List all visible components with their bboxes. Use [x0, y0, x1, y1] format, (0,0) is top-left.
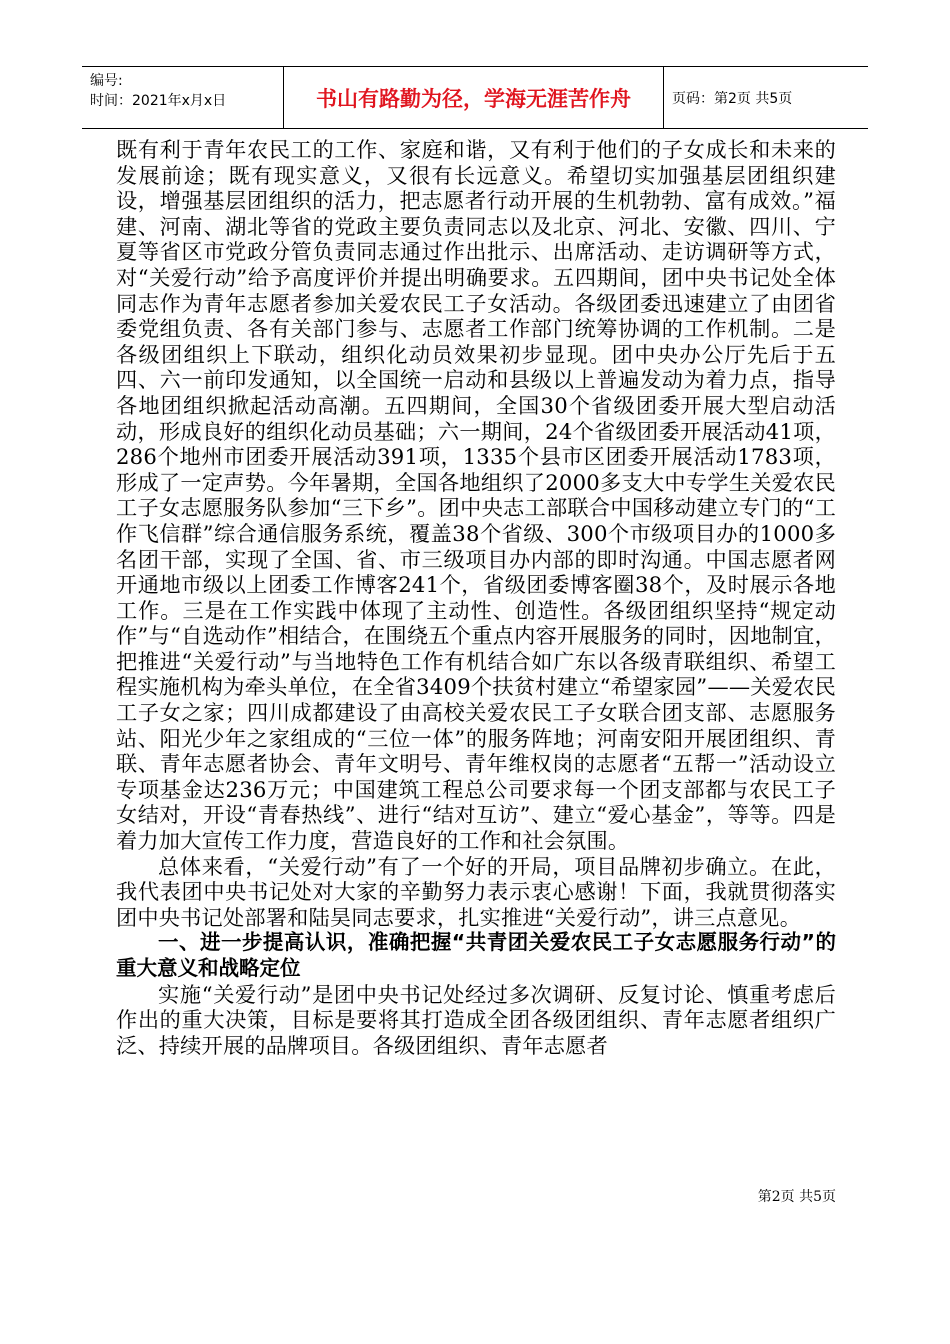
paragraph-2: 总体来看，“关爱行动”有了一个好的开局，项目品牌初步确立。在此，我代表团中央书记处对大家的辛勤努力表示衷心感谢！下面，我就贯彻落实团中央书记处部署和陆昊同志要求，扎实推进“关爱行动”，讲三点意见。 — [116, 853, 836, 930]
paragraph-1: 既有利于青年农民工的工作、家庭和谐，又有利于他们的子女成长和未来的发展前途；既有现实意义，又很有长远意义。希望切实加强基层团组织建设，增强基层团组织的活力，把志愿者行动开展的生机勃勃、富有成效。”福建、河南、湖北等省的党政主要负责同志以及北京、河北、安徽、四川、宁夏等省区市党政分管负责同志通过作出批示、出席活动、走访调研等方式，对“关爱行动”给予高度评价并提出明确要求。五四期间，团中央书记处全体同志作为青年志愿者参加关爱农民工子女活动。各级团委迅速建立了由团省委党组负责、各有关部门参与、志愿者工作部门统筹协调的工作机制。二是各级团组织上下联动，组织化动员效果初步显现。团中央办公厅先后于五四、六一前印发通知，以全国统一启动和县级以上普遍发动为着力点，指导各地团组织掀起活动高潮。五四期间，全国30个省级团委开展大型启动活动，形成良好的组织化动员基础；六一期间，24个省级团委开展活动41项，286个地州市团委开展活动391项，1335个县市区团委开展活动1783项，形成了一定声势。今年暑期，全国各地组织了2000多支大中专学生关爱农民工子女志愿服务队参加“三下乡”。团中央志工部联合中国移动建立专门的“工作飞信群”综合通信服务系统，覆盖38个省级、300个市级项目办的1000多名团干部，实现了全国、省、市三级项目办内部的即时沟通。中国志愿者网开通地市级以上团委工作博客241个，省级团委博客圈38个，及时展示各地工作。三是在工作实践中体现了主动性、创造性。各级团组织坚持“规定动作”与“自选动作”相结合，在围绕五个重点内容开展服务的同时，因地制宜，把推进“关爱行动”与当地特色工作有机结合如广东以各级青联组织、希望工程实施机构为牵头单位，在全省3409个扶贫村建立“希望家园”——关爱农民工子女之家；四川成都建设了由高校关爱农民工子女联合团支部、志愿服务站、阳光少年之家组成的“三位一体”的服务阵地；河南安阳开展团组织、青联、青年志愿者协会、青年文明号、青年维权岗的志愿者“五帮一”活动设立专项基金达236万元；中国建筑工程总公司要求每一个团支部都与农民工子女结对，开设“青春热线”、进行“结对互访”、建立“爱心基金”，等等。四是着力加大宣传工作力度，营造良好的工作和社会氛围。 — [116, 137, 836, 854]
page-header — [82, 66, 868, 129]
code-label: 编号: — [90, 73, 123, 89]
date-label: 时间：2021年x月x日 — [90, 93, 227, 109]
header-page-label: 页码：第2页 共5页 — [672, 90, 793, 107]
section-heading-1: 一、进一步提高认识，准确把握“共青团关爱农民工子女志愿服务行动”的重大意义和战略定位 — [116, 930, 836, 980]
page-footer: 第2页 共5页 — [757, 1189, 836, 1205]
header-motto: 书山有路勤为径，学海无涯苦作舟 — [284, 67, 664, 128]
paragraph-3: 实施“关爱行动”是团中央书记处经过多次调研、反复讨论、慎重考虑后作出的重大决策，目标是要将其打造成全团各级团组织、青年志愿者组织广泛、持续开展的品牌项目。各级团组织、青年志愿者 — [116, 981, 836, 1058]
document-body — [116, 137, 836, 1058]
header-meta — [82, 67, 284, 128]
